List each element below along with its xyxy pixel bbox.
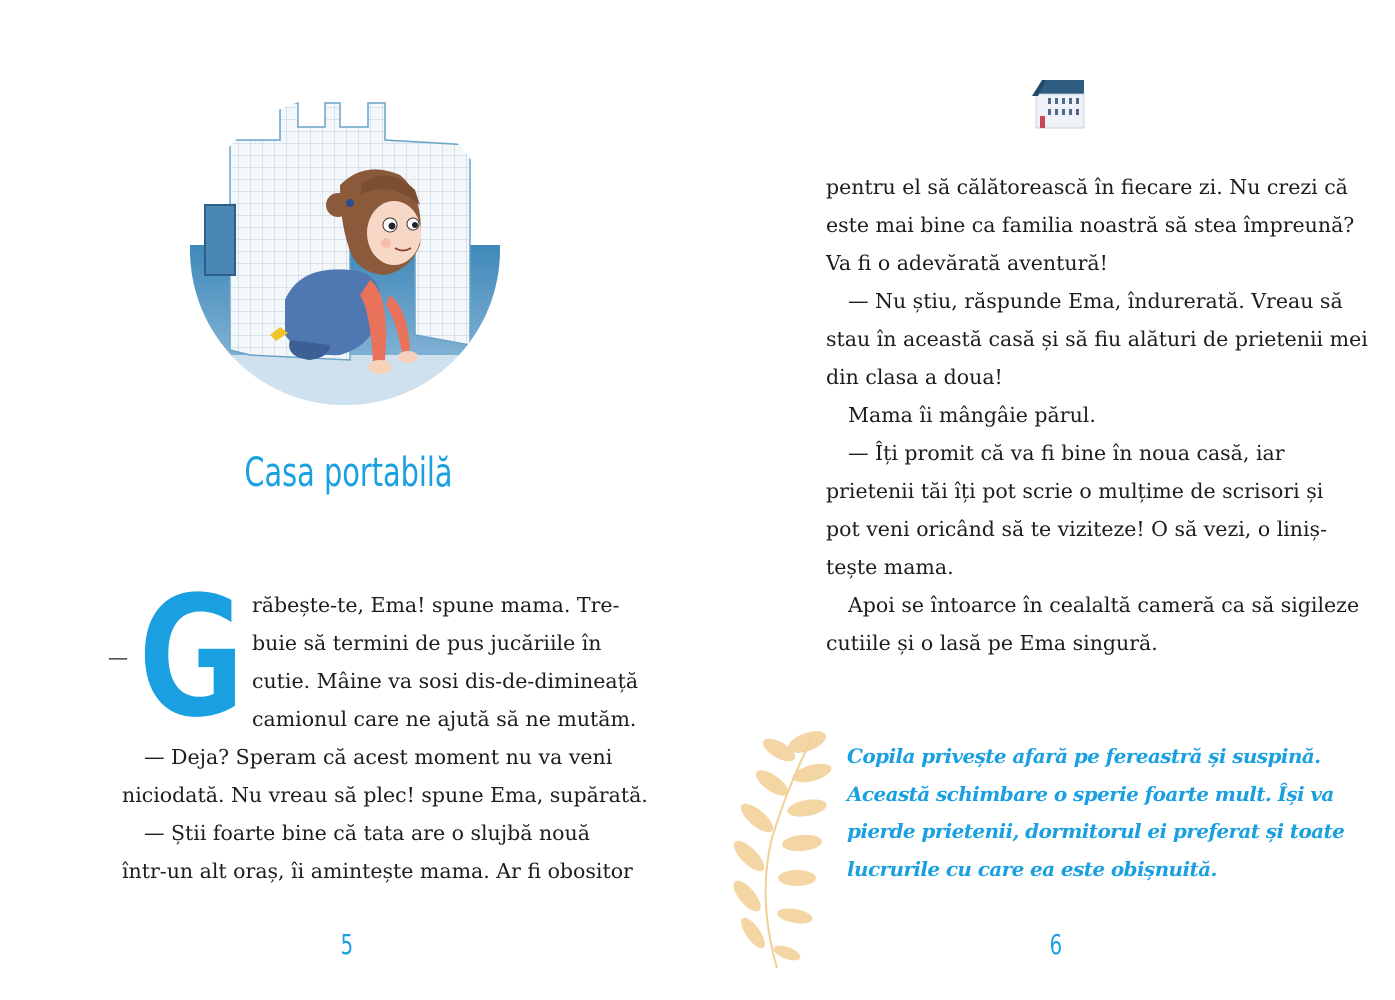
callout-line: Această schimbare o sperie foarte mult. Își va — [847, 781, 1334, 806]
text-line: pot veni oricând să te viziteze! O să vezi, o liniș- — [826, 517, 1328, 541]
text-line: stau în această casă și să fiu alături de prietenii mei — [826, 327, 1368, 351]
text-line: prietenii tăi îți pot scrie o mulțime de scrisori și — [826, 479, 1324, 503]
left-page — [0, 0, 697, 1000]
text-line: — Nu știu, răspunde Ema, îndurerată. Vreau să — [848, 289, 1343, 313]
text-line: — Știi foarte bine că tata are o slujbă nouă — [144, 821, 590, 845]
dialogue-paragraphs — [122, 738, 648, 890]
text-line: camionul care ne ajută să ne mutăm. — [252, 707, 637, 731]
text-line: tește mama. — [826, 555, 954, 579]
text-line: buie să termini de pus jucăriile în — [252, 631, 602, 655]
callout-line: Copila privește afară pe fereastră și suspină. — [847, 744, 1321, 768]
story-text — [826, 168, 1368, 662]
text-line: Va fi o adevărată aventură! — [826, 251, 1108, 275]
text-line: — Îți promit că va fi bine în noua casă, iar — [848, 441, 1285, 465]
text-line: răbește-te, Ema! spune mama. Tre- — [252, 593, 620, 617]
girl-castle-illustration — [190, 95, 500, 405]
text-line: Mama îi mângâie părul. — [848, 403, 1096, 427]
drop-cap-letter — [137, 557, 252, 757]
page-number: 5 — [340, 928, 354, 961]
house-icon — [1030, 76, 1088, 130]
text-line: pentru el să călătorească în fiecare zi. Nu crezi că — [826, 175, 1348, 199]
text-line: Apoi se întoarce în cealaltă cameră ca să sigileze — [848, 593, 1360, 617]
chapter-title: Casa portabilă — [244, 450, 453, 496]
text-line: este mai bine ca familia noastră să stea împreună? — [826, 213, 1355, 237]
right-page — [697, 0, 1395, 1000]
callout-text — [847, 738, 1345, 888]
svg-text:G: G — [137, 557, 246, 757]
text-line: din clasa a doua! — [826, 365, 1003, 389]
callout-line: pierde prietenii, dormitorul ei preferat și toate — [847, 819, 1345, 843]
text-line: — Deja? Speram că acest moment nu va veni — [144, 745, 613, 769]
callout-line: lucrurile cu care ea este obișnuită. — [847, 856, 1217, 881]
text-line: niciodată. Nu vreau să plec! spune Ema, supărată. — [122, 783, 648, 807]
leaf-branch-illustration — [717, 728, 837, 973]
text-line: cutiile și o lasă pe Ema singură. — [826, 631, 1158, 655]
opening-paragraph — [252, 586, 639, 738]
text-line: într-un alt oraș, îi amintește mama. Ar fi obositor — [122, 859, 633, 883]
dialogue-dash: — — [108, 645, 128, 669]
text-line: cutie. Mâine va sosi dis-de-dimineață — [252, 669, 639, 693]
page-number: 6 — [1049, 928, 1063, 961]
